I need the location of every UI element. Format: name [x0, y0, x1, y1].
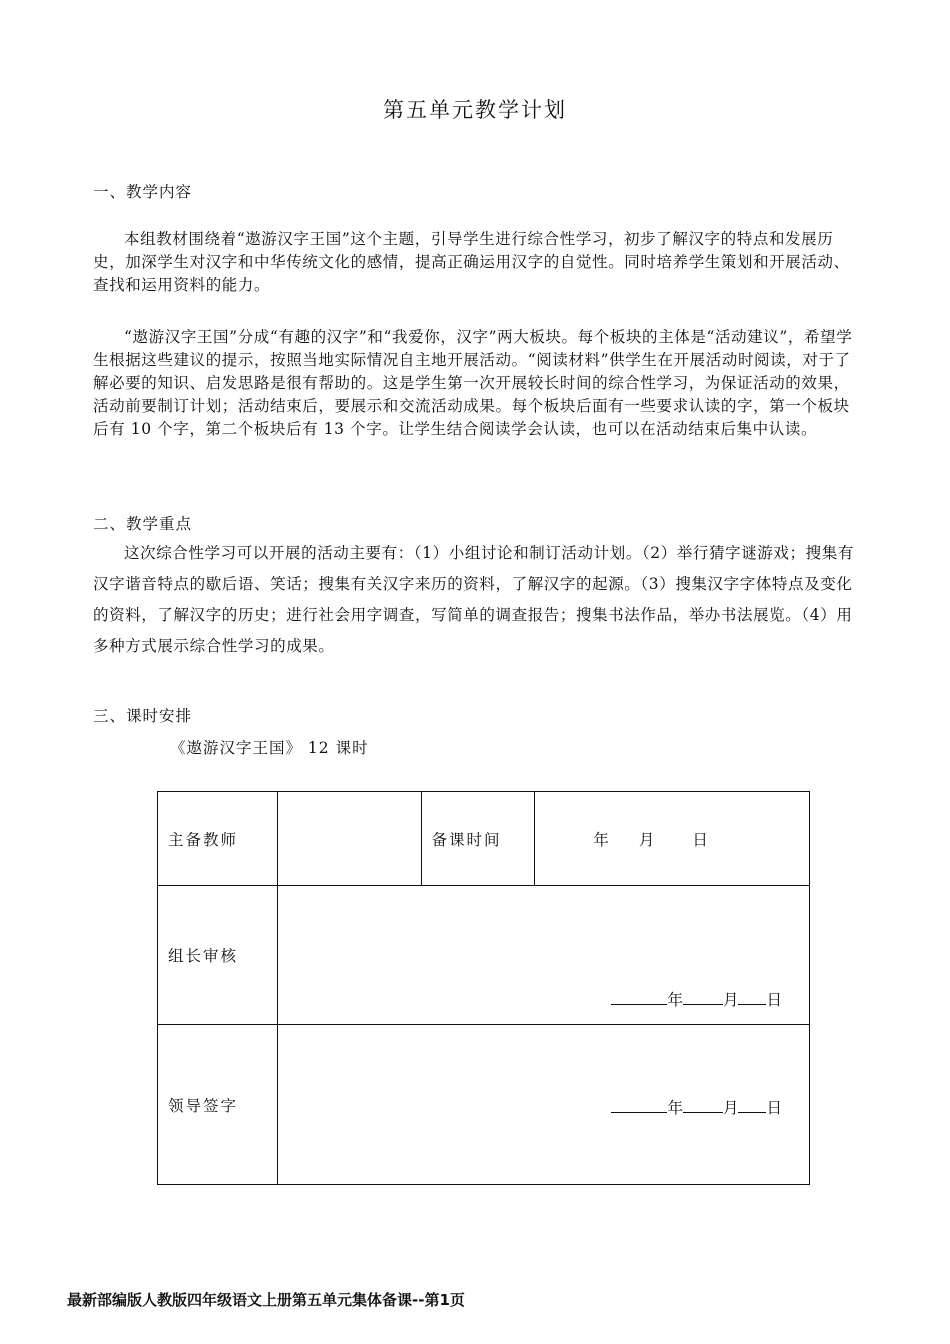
leader-year-blank[interactable] — [611, 1096, 667, 1113]
leader-field[interactable] — [277, 1025, 809, 1185]
review-label: 组长审核 — [158, 886, 278, 1025]
section-heading-content: 一、教学内容 — [93, 183, 193, 201]
leader-day-blank[interactable] — [738, 1096, 766, 1113]
prep-date-year: 年 — [593, 830, 609, 849]
review-date — [278, 988, 809, 1024]
review-year-label: 年 — [667, 991, 683, 1009]
prep-time-label: 备课时间 — [421, 792, 535, 886]
content-paragraph-1: 本组教材围绕着“遨游汉字王国”这个主题，引导学生进行综合性学习，初步了解汉字的特点和发展历史，加深学生对汉字和中华传统文化的感情，提高正确运用汉字的自觉性。同时培养学生策划和开展活动、查找和运用资料的能力。 — [93, 230, 850, 294]
page-footer: 最新部编版人教版四年级语文上册第五单元集体备课--第1页 — [67, 1291, 465, 1309]
review-day-label: 日 — [766, 991, 782, 1009]
page-title: 第五单元教学计划 — [383, 98, 567, 122]
leader-month-blank[interactable] — [683, 1096, 723, 1113]
review-day-blank[interactable] — [738, 988, 766, 1005]
leader-year-label: 年 — [667, 1099, 683, 1117]
prep-date-day: 日 — [692, 830, 708, 849]
section-heading-schedule: 三、课时安排 — [93, 707, 193, 725]
form-row-teacher — [158, 792, 810, 886]
section-heading-focus: 二、教学重点 — [93, 515, 193, 533]
form-row-leader — [158, 1025, 810, 1185]
leader-month-label: 月 — [722, 1099, 739, 1117]
prep-date-month: 月 — [638, 830, 655, 849]
leader-label: 领导签字 — [158, 1025, 278, 1185]
focus-paragraph: 这次综合性学习可以开展的活动主要有：（1）小组讨论和制订活动计划。（2）举行猜字谜游戏；搜集有汉字谐音特点的歇后语、笑话；搜集有关汉字来历的资料，了解汉字的起源。（3）搜集汉字字体特点及变化的资料，了解汉字的历史；进行社会用字调查，写简单的调查报告；搜集书法作品，举办书法展览。（4）用多种方式展示综合性学习的成果。 — [93, 544, 854, 655]
review-field[interactable] — [277, 886, 809, 1025]
teacher-label: 主备教师 — [158, 792, 278, 886]
schedule-line: 《遨游汉字王国》 12 课时 — [170, 739, 369, 757]
prep-date — [535, 828, 809, 850]
prep-time-field[interactable] — [535, 792, 810, 886]
review-month-label: 月 — [722, 991, 739, 1009]
content-paragraph-2: “遨游汉字王国”分成“有趣的汉字”和“我爱你，汉字”两大板块。每个板块的主体是“活动建议”，希望学生根据这些建议的提示，按照当地实际情况自主地开展活动。“阅读材料”供学生在开展活动时阅读，对于了解必要的知识、启发思路是很有帮助的。这是学生第一次开展较长时间的综合性学习，为保证活动的效果，活动前要制订计划；活动结束后，要展示和交流活动成果。每个板块后面有一些要求认读的字，第一个板块后有 10 个字，第二个板块后有 13 个字。让学生结合阅读学会认读，也可以在活动结束后集中认读。 — [93, 328, 853, 438]
teacher-field[interactable] — [277, 792, 421, 886]
lesson-prep-form — [157, 791, 810, 1185]
review-year-blank[interactable] — [611, 988, 667, 1005]
leader-day-label: 日 — [766, 1099, 782, 1117]
form-row-review — [158, 886, 810, 1025]
review-month-blank[interactable] — [683, 988, 723, 1005]
leader-date — [278, 1025, 809, 1118]
